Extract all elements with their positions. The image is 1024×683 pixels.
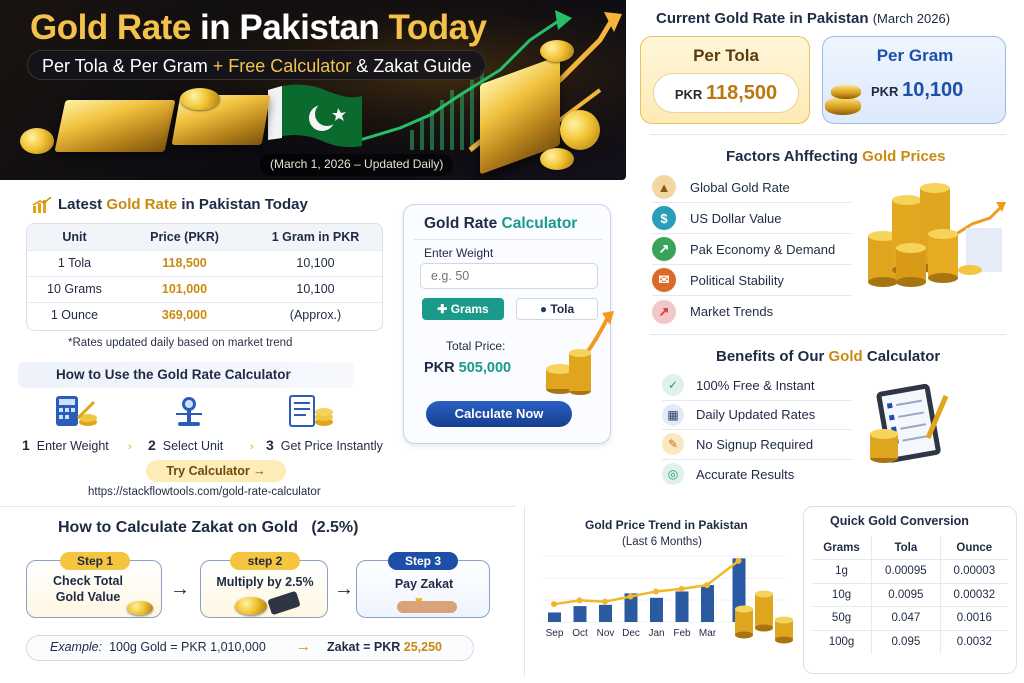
chart-bar — [701, 585, 714, 622]
table-cell: 10,100 — [247, 276, 383, 302]
list-item: $ US Dollar Value — [652, 203, 852, 234]
table-header: 1 Gram in PKR — [247, 224, 383, 250]
growth-chart-icon: ↗ — [652, 237, 676, 261]
ballot-icon: ✉ — [652, 268, 676, 292]
divider — [524, 506, 525, 676]
chart-icon — [32, 197, 52, 213]
arrow-right-icon: → — [334, 578, 354, 600]
invoice-step-icon — [288, 394, 334, 428]
table-cell: (Approx.) — [289, 308, 342, 323]
zakat-step-1-pill: Step 1 — [60, 552, 130, 570]
table-cell: 0.00003 — [940, 560, 1008, 584]
trend-point — [679, 586, 685, 592]
how-to-step-3: 3 Get Price Instantly — [266, 437, 383, 453]
trend-chart-subtitle: (Last 6 Months) — [622, 536, 702, 548]
trend-point — [736, 558, 742, 564]
divider — [650, 134, 1006, 135]
trend-point — [551, 601, 557, 607]
hero-dateline: (March 1, 2026 – Updated Daily) — [260, 154, 453, 176]
gold-coin-stacks-illustration — [862, 178, 1007, 290]
tablet-checklist-illustration — [866, 380, 956, 470]
table-cell: 0.00032 — [940, 583, 1008, 607]
calculator-title: Gold Rate Calculator — [424, 215, 578, 232]
table-header: Ounce — [940, 536, 1008, 560]
per-tola-label: Per Tola — [693, 46, 759, 65]
gold-coin — [20, 128, 54, 154]
list-item: ▦ Daily Updated Rates — [662, 401, 852, 431]
coin-stack-icon — [831, 85, 861, 99]
x-tick-label: Dec — [622, 628, 640, 639]
coins-icon — [235, 597, 267, 615]
hero-subtitle: Per Tola & Per Gram + Free Calculator & Zakat Guide — [27, 50, 486, 80]
benefits-title: Benefits of Our Gold Calculator — [716, 348, 941, 365]
list-item: ✓ 100% Free & Instant — [662, 371, 852, 401]
how-to-step-1: 1 Enter Weight — [22, 437, 109, 453]
table-cell: 1 Ounce — [50, 308, 99, 323]
arrow-right-icon: → — [170, 578, 190, 600]
calendar-icon: ▦ — [662, 404, 684, 426]
table-header: Unit — [27, 224, 122, 250]
list-item: ↗ Market Trends — [652, 296, 852, 327]
zakat-step-3-pill: Step 3 — [388, 552, 458, 570]
per-gram-value: 10,100 — [902, 79, 964, 101]
zakat-example-text: Example: 100g Gold = PKR 1,010,000 — [50, 640, 266, 654]
grams-unit-button[interactable]: ✚ Grams — [422, 298, 504, 320]
balance-step-icon — [172, 394, 206, 428]
calculate-now-button[interactable]: Calculate Now — [426, 401, 572, 427]
benefits-list — [662, 371, 852, 489]
latest-rate-table — [27, 224, 383, 328]
per-tola-value: 118,500 — [705, 81, 778, 104]
list-item: ◎ Accurate Results — [662, 460, 852, 490]
arrow-right-icon: → — [296, 638, 311, 655]
hero-banner — [0, 0, 626, 180]
zakat-step-2-text: Multiply by 2.5% — [216, 575, 314, 589]
per-gram-label: Per Gram — [876, 46, 954, 65]
weight-input[interactable] — [420, 263, 598, 289]
giving-hand-icon — [397, 601, 457, 613]
table-cell: 1 Tola — [27, 250, 122, 276]
list-item: ▲ Global Gold Rate — [652, 172, 852, 203]
table-header: Price (PKR) — [122, 224, 247, 250]
per-gram-card — [822, 36, 1006, 124]
table-row — [812, 560, 1008, 584]
gold-calculator-card — [403, 204, 611, 444]
chart-bar — [676, 591, 689, 622]
zakat-step-1-text: Check Total Gold Value — [53, 574, 123, 604]
check-icon: ✓ — [662, 374, 684, 396]
coin-stack-icon — [825, 97, 861, 115]
per-tola-card — [640, 36, 810, 124]
current-rate-panel — [634, 0, 1024, 130]
table-row — [27, 276, 383, 302]
list-item: ✎ No Signup Required — [662, 430, 852, 460]
rate-note: *Rates updated daily based on market trend — [68, 337, 293, 349]
trend-point — [577, 597, 583, 603]
table-cell: 118,500 — [122, 250, 247, 276]
gold-coin — [560, 110, 600, 150]
total-price-label: Total Price: — [446, 339, 506, 353]
calculator-step-icon — [54, 394, 98, 428]
hero-title: Gold Rate in Pakistan Today — [30, 8, 487, 47]
plus-icon: ✚ — [437, 302, 448, 316]
table-cell: 100g — [828, 636, 855, 648]
calculator-divider — [414, 239, 602, 240]
chart-bar — [548, 612, 561, 622]
table-cell: 101,000 — [122, 276, 247, 302]
x-tick-label: Mar — [698, 628, 717, 639]
trend-point — [653, 588, 659, 594]
trend-chart-title: Gold Price Trend in Pakistan — [585, 518, 748, 532]
target-icon: ◎ — [662, 463, 684, 485]
trend-point — [704, 582, 710, 588]
rising-coins-icon — [538, 307, 614, 397]
pencil-icon: ✎ — [662, 433, 684, 455]
calculator-hand-icon — [267, 591, 300, 615]
trend-chart — [536, 540, 796, 665]
divider — [650, 334, 1006, 335]
x-tick-label: Jan — [648, 628, 665, 639]
list-item: ↗ Pak Economy & Demand — [652, 234, 852, 265]
latest-rate-title: Latest Gold Rate in Pakistan Today — [58, 196, 308, 213]
zakat-step-3-text: Pay Zakat — [394, 577, 454, 591]
factors-title: Factors Ahffecting Gold Prices — [726, 148, 946, 165]
zakat-title: How to Calculate Zakat on Gold (2.5%) — [58, 519, 359, 536]
gold-coin — [540, 148, 574, 170]
coins-icon — [127, 601, 153, 615]
how-to-title: How to Use the Gold Rate Calculator — [56, 367, 291, 382]
gold-coin — [180, 88, 220, 110]
conversion-title: Quick Gold Conversion — [830, 514, 969, 528]
table-row — [812, 583, 1008, 607]
coin-stack-icon — [755, 591, 773, 632]
factors-list — [652, 172, 852, 327]
table-cell: 10g — [812, 583, 872, 607]
trend-chart-icon: ↗ — [652, 300, 676, 324]
list-item: ✉ Political Stability — [652, 265, 852, 296]
divider — [0, 506, 516, 507]
table-cell: 1g — [812, 560, 872, 584]
table-row — [812, 607, 1008, 631]
table-cell: 0.00095 — [872, 560, 941, 584]
gold-coin — [540, 40, 574, 62]
per-gram-value-line: PKR 10,100 — [871, 79, 964, 101]
try-calculator-button[interactable]: Try Calculator → — [146, 460, 286, 482]
total-price-value: PKR 505,000 — [424, 360, 512, 376]
step-arrow: › — [128, 441, 132, 453]
conversion-table — [812, 536, 1008, 654]
table-header-row — [812, 536, 1008, 560]
trend-point — [628, 594, 634, 600]
x-tick-label: Feb — [673, 628, 691, 639]
table-header: Grams — [812, 536, 872, 560]
dollar-icon: $ — [652, 206, 676, 230]
chart-bar — [574, 606, 587, 622]
table-cell: 0.0016 — [940, 607, 1008, 631]
table-header-row — [27, 224, 383, 250]
per-tola-value-box: PKR 118,500 — [653, 73, 799, 113]
table-cell: 0.047 — [872, 607, 941, 631]
how-to-step-2: 2 Select Unit — [148, 437, 224, 453]
coin-stack-icon — [735, 606, 753, 639]
table-cell: 369,000 — [161, 308, 208, 323]
x-tick-label: Sep — [545, 628, 564, 639]
radio-dot-icon: ● — [539, 302, 548, 316]
x-tick-label: Oct — [572, 628, 588, 639]
table-cell: 10,100 — [247, 250, 383, 276]
trend-point — [602, 599, 608, 605]
chart-bar — [650, 598, 663, 622]
table-cell: 0.0095 — [872, 583, 941, 607]
table-row — [27, 250, 383, 276]
tola-unit-button[interactable]: ● Tola — [516, 298, 598, 320]
latest-rate-table-wrap — [26, 223, 383, 331]
zakat-step-2-pill: step 2 — [230, 552, 300, 570]
chart-bar — [599, 605, 612, 622]
table-header: Tola — [872, 536, 941, 560]
table-cell: 0.0032 — [940, 630, 1008, 654]
table-row — [27, 302, 383, 328]
table-row — [812, 630, 1008, 654]
zakat-result-text: Zakat = PKR 25,250 — [327, 640, 442, 654]
step-arrow: › — [250, 441, 254, 453]
gold-bars-icon: ▲ — [652, 175, 676, 199]
calculator-url-link[interactable]: https://stackflowtools.com/gold-rate-calculator — [88, 486, 321, 498]
table-cell: 10 Grams — [27, 276, 122, 302]
table-cell: 0.095 — [872, 630, 941, 654]
coin-stack-icon — [775, 617, 793, 644]
gold-bar-left — [54, 100, 175, 152]
x-tick-label: Nov — [596, 628, 615, 639]
current-rate-title: Current Gold Rate in Pakistan (March 2026) — [656, 10, 951, 27]
table-cell: 50g — [812, 607, 872, 631]
weight-label: Enter Weight — [424, 246, 494, 260]
